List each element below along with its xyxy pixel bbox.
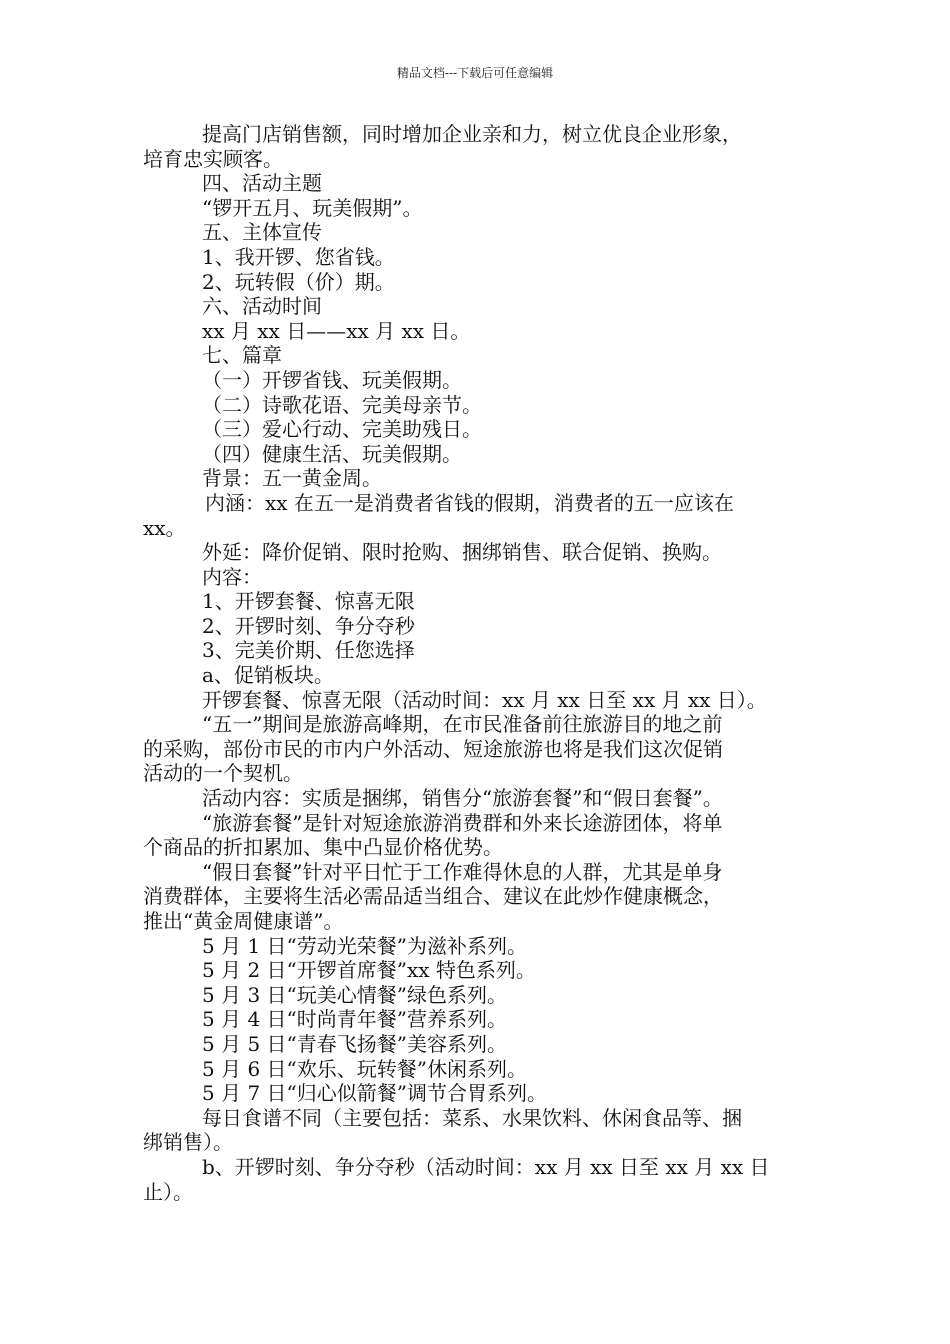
paragraph-line: 提高门店销售额，同时增加企业亲和力，树立优良企业形象，: [202, 122, 742, 146]
section-heading: 五、主体宣传: [202, 220, 322, 245]
paragraph-line: xx 月 xx 日——xx 月 xx 日。: [202, 318, 471, 343]
paragraph-line: “五一”期间是旅游高峰期，在市民准备前往旅游目的地之前: [202, 712, 723, 737]
list-item: （二）诗歌花语、完美母亲节。: [202, 392, 482, 417]
list-item: 5 月 3 日“玩美心情餐”绿色系列。: [202, 982, 507, 1007]
document-body: [143, 122, 811, 1204]
paragraph-line: 每日食谱不同（主要包括：菜系、水果饮料、休闲食品等、捆: [202, 1105, 742, 1130]
paragraph-line: “假日套餐”针对平日忙于工作难得休息的人群，尤其是单身: [202, 859, 723, 884]
paragraph-line: 的采购，部份市民的市内户外活动、短途旅游也将是我们这次促销: [143, 736, 723, 761]
list-item: 2、玩转假（价）期。: [202, 269, 395, 294]
list-item: 1、我开锣、您省钱。: [202, 244, 395, 269]
paragraph-line: 内容：: [202, 564, 262, 589]
list-item: 5 月 1 日“劳动光荣餐”为滋补系列。: [202, 933, 527, 958]
list-item: 5 月 4 日“时尚青年餐”营养系列。: [202, 1007, 507, 1032]
paragraph-line: 活动的一个契机。: [143, 761, 303, 786]
section-heading: 六、活动时间: [202, 294, 322, 319]
section-heading: 四、活动主题: [202, 171, 322, 196]
list-item: 5 月 5 日“青春飞扬餐”美容系列。: [202, 1031, 507, 1056]
paragraph-line: b、开锣时刻、争分夺秒（活动时间：xx 月 xx 日至 xx 月 xx 日: [202, 1154, 770, 1179]
list-item: （四）健康生活、玩美假期。: [202, 441, 462, 466]
list-item: 5 月 2 日“开锣首席餐”xx 特色系列。: [202, 958, 536, 983]
paragraph-line: 消费群体，主要将生活必需品适当组合、建议在此炒作健康概念，: [143, 884, 723, 909]
paragraph-line: 外延：降价促销、限时抢购、捆绑销售、联合促销、换购。: [202, 540, 722, 565]
list-item: 5 月 6 日“欢乐、玩转餐”休闲系列。: [202, 1056, 527, 1081]
list-item: （三）爱心行动、完美助残日。: [202, 417, 482, 442]
paragraph-line: 止）。: [143, 1179, 193, 1204]
paragraph-line: xx。: [143, 515, 186, 540]
list-item: a、促销板块。: [202, 663, 334, 688]
page-header: 精品文档---下载后可任意编辑: [396, 66, 554, 80]
paragraph-line: “旅游套餐”是针对短途旅游消费群和外来长途游团体，将单: [202, 810, 723, 835]
paragraph-line: 推出“黄金周健康谱”。: [143, 909, 344, 933]
list-item: 3、完美价期、任您选择: [202, 638, 415, 663]
paragraph-line: 培育忠实顾客。: [143, 146, 283, 171]
paragraph-line: “锣开五月、玩美假期”。: [202, 195, 423, 220]
paragraph-line: 开锣套餐、惊喜无限（活动时间：xx 月 xx 日至 xx 月 xx 日）。: [202, 687, 767, 712]
list-item: （一）开锣省钱、玩美假期。: [202, 367, 462, 392]
paragraph-line: 个商品的折扣累加、集中凸显价格优势。: [143, 835, 503, 860]
section-heading: 七、篇章: [202, 343, 282, 368]
list-item: 5 月 7 日“归心似箭餐”调节合胃系列。: [202, 1081, 547, 1106]
paragraph-line: 内涵：xx 在五一是消费者省钱的假期，消费者的五一应该在: [205, 490, 734, 515]
list-item: 1、开锣套餐、惊喜无限: [202, 589, 415, 614]
list-item: 2、开锣时刻、争分夺秒: [202, 613, 415, 638]
paragraph-line: 绑销售）。: [143, 1130, 233, 1155]
paragraph-line: 活动内容：实质是捆绑，销售分“旅游套餐”和“假日套餐”。: [202, 786, 723, 811]
paragraph-line: 背景：五一黄金周。: [202, 466, 382, 491]
